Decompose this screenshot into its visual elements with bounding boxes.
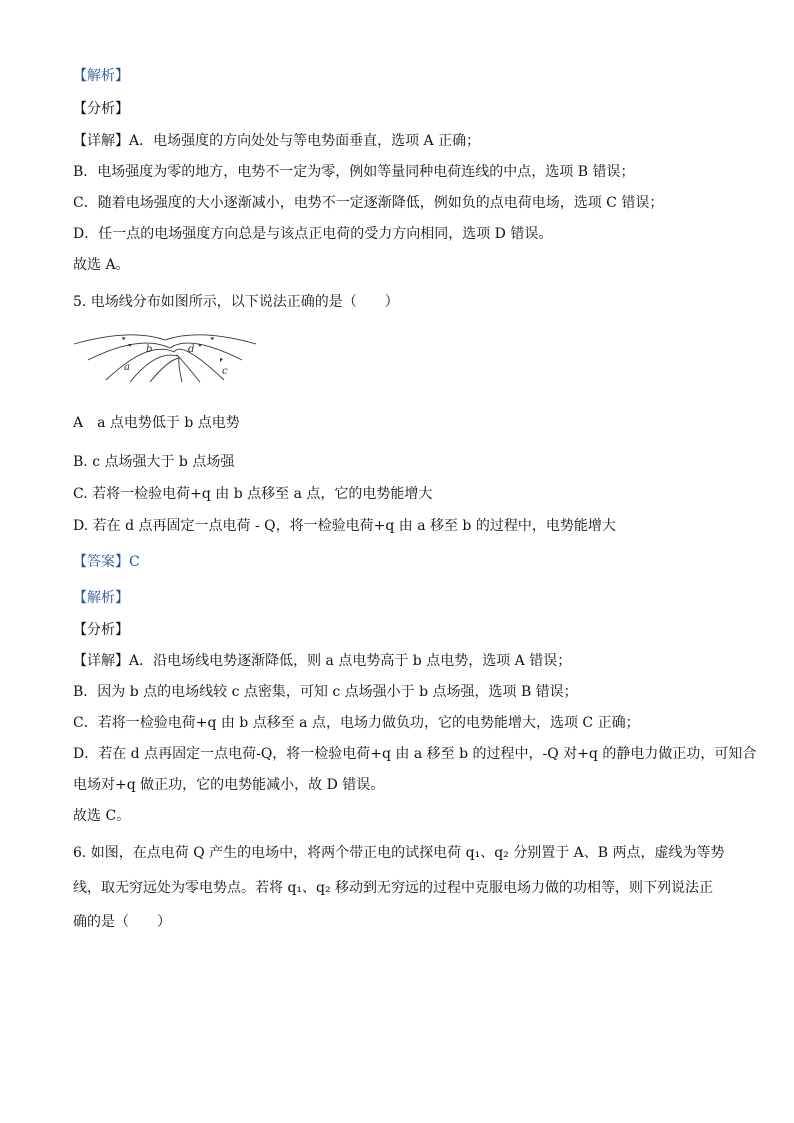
text-line: A a 点电势低于 b 点电势	[73, 415, 240, 431]
text-line: D．任一点的电场强度方向总是与该点正电荷的受力方向相同，选项 D 错误。	[73, 226, 553, 242]
text-line: 6. 如图，在点电荷 Q 产生的电场中，将两个带正电的试探电荷 q₁、q₂ 分别置于 A、B 两点，虚线为等势	[73, 845, 725, 861]
text-line: 【详解】A．沿电场线电势逐渐降低，则 a 点电势高于 b 点电势，选项 A 错误；	[73, 653, 572, 669]
text-line: C. 若将一检验电荷+q 由 b 点移至 a 点，它的电势能增大	[73, 486, 433, 502]
text-line: B．因为 b 点的电场线较 c 点密集，可知 c 点场强小于 b 点场强，选项 B 错误；	[73, 684, 578, 700]
point-c-label: c	[222, 366, 228, 377]
text-line: 电场对+q 做正功，它的电势能减小，故 D 错误。	[73, 777, 385, 793]
text-line: 线，取无穷远处为零电势点。若将 q₁、q₂ 移动到无穷远的过程中克服电场力做的功相等，则下列说法正	[73, 880, 714, 896]
text-line: 【解析】	[73, 590, 129, 606]
point-a-label: a	[124, 362, 130, 373]
text-line: 【详解】A．电场强度的方向处处与等电势面垂直，选项 A 正确；	[73, 133, 481, 149]
text-line: C．若将一检验电荷+q 由 b 点移至 a 点，电场力做负功，它的电势能增大，选项 C 正确；	[73, 715, 640, 731]
text-line: C．随着电场强度的大小逐渐减小，电势不一定逐渐降低，例如负的点电荷电场，选项 C 错误；	[73, 195, 664, 211]
point-b-label: b	[146, 344, 153, 355]
text-line: 5. 电场线分布如图所示，以下说法正确的是（ ）	[73, 294, 399, 310]
text-line: 确的是（ ）	[73, 914, 171, 930]
text-line: B. c 点场强大于 b 点场强	[73, 454, 235, 470]
text-line: 【分析】	[73, 101, 129, 117]
text-line: 故选 C。	[73, 808, 131, 824]
text-line: D．若在 d 点再固定一点电荷-Q，将一检验电荷+q 由 a 移至 b 的过程中，-Q 对+q 的静电力做正功，可知合	[73, 746, 757, 762]
point-d-label: d	[188, 344, 195, 355]
text-line: 【分析】	[73, 622, 129, 638]
text-line: 【解析】	[73, 68, 129, 84]
text-line: D. 若在 d 点再固定一点电荷 - Q，将一检验电荷+q 由 a 移至 b 的过程中，电势能增大	[73, 518, 616, 534]
text-line: 故选 A。	[73, 257, 130, 273]
text-line: 【答案】C	[73, 554, 140, 570]
text-line: B．电场强度为零的地方，电势不一定为零，例如等量同种电荷连线的中点，选项 B 错误；	[73, 164, 635, 180]
electric-field-lines-figure	[70, 330, 260, 382]
